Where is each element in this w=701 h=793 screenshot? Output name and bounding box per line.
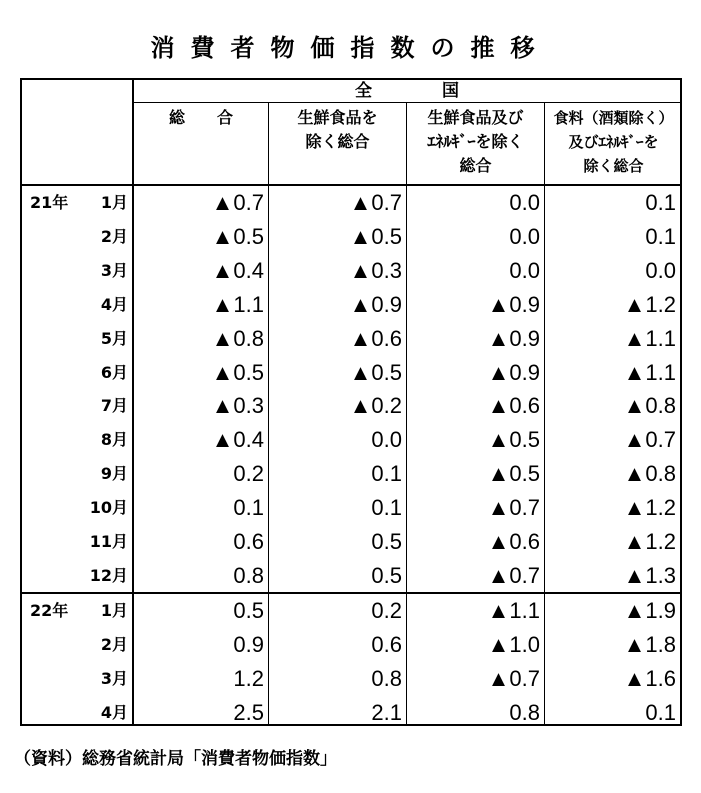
value-core-core: ▲0.7 <box>487 495 540 521</box>
source-note: （資料）総務省統計局「消費者物価指数」 <box>14 749 337 769</box>
month-label: 3月 <box>100 668 128 688</box>
month-label: 11月 <box>89 532 128 551</box>
table-row <box>22 491 680 524</box>
value-us-core: 0.1 <box>645 190 676 215</box>
value-core-core: ▲0.5 <box>487 427 540 453</box>
value-core: 0.5 <box>371 529 402 554</box>
column-header-line: 生鮮食品を <box>297 108 378 127</box>
month-label: 4月 <box>100 702 128 722</box>
value-overall: ▲0.5 <box>211 359 264 385</box>
value-core-core: ▲0.7 <box>487 665 540 691</box>
value-core-core: ▲0.7 <box>487 562 540 588</box>
month-label: 6月 <box>100 362 128 382</box>
value-core: 0.8 <box>371 665 402 691</box>
month-label: 9月 <box>100 464 128 484</box>
value-core: 2.1 <box>371 699 402 725</box>
value-overall: ▲0.8 <box>211 325 264 351</box>
value-core: 0.2 <box>371 598 402 623</box>
column-header-us-core <box>545 106 682 178</box>
column-header-core <box>269 106 406 154</box>
table-row <box>22 254 680 287</box>
column-header-line: 除く総合 <box>583 157 644 175</box>
value-core: 0.6 <box>371 631 402 657</box>
value-us-core: ▲1.2 <box>623 529 676 554</box>
month-label: 2月 <box>100 634 128 654</box>
column-header-line: ｴﾈﾙｷﾞｰを除く <box>427 132 524 151</box>
column-header-line: 総合 <box>459 156 492 175</box>
value-overall: ▲0.4 <box>211 257 264 283</box>
value-overall: ▲1.1 <box>211 291 264 317</box>
column-header-overall <box>134 106 268 130</box>
table-row <box>22 696 680 729</box>
value-core: ▲0.5 <box>349 223 402 249</box>
value-core-core: 0.0 <box>509 223 540 249</box>
value-us-core: ▲1.2 <box>623 495 676 521</box>
value-us-core: ▲1.2 <box>623 291 676 317</box>
cpi-table <box>20 78 682 726</box>
value-core-core: ▲0.6 <box>487 529 540 554</box>
page-title: 消費者物価指数の推移 <box>150 34 551 62</box>
value-core-core: 0.0 <box>509 190 540 215</box>
table-row <box>22 288 680 321</box>
value-overall: 0.6 <box>233 529 264 554</box>
month-label: 2月 <box>100 226 128 246</box>
value-core: 0.0 <box>371 427 402 453</box>
value-overall: 0.5 <box>233 598 264 623</box>
value-overall: ▲0.4 <box>211 427 264 453</box>
value-us-core: ▲1.1 <box>623 325 676 351</box>
table-row <box>22 423 680 456</box>
value-overall: 2.5 <box>233 699 264 725</box>
column-header-line: 及びｴﾈﾙｷﾞｰを <box>568 133 659 151</box>
value-core-core: ▲0.6 <box>487 393 540 419</box>
month-label: 7月 <box>100 396 128 416</box>
value-overall: 0.1 <box>233 495 264 521</box>
month-label: 10月 <box>89 498 128 518</box>
value-overall: 1.2 <box>233 665 264 691</box>
value-core: 0.1 <box>371 461 402 487</box>
value-us-core: ▲1.8 <box>623 631 676 657</box>
month-label: 3月 <box>100 260 128 280</box>
month-label: 4月 <box>100 294 128 314</box>
nation-underline <box>132 102 682 103</box>
value-us-core: ▲0.8 <box>623 461 676 487</box>
value-us-core: ▲0.7 <box>623 427 676 453</box>
table-row <box>22 389 680 422</box>
value-us-core: ▲1.9 <box>623 598 676 623</box>
value-overall: 0.2 <box>233 461 264 487</box>
value-core-core: 0.0 <box>509 257 540 283</box>
column-header-core-core <box>407 106 544 178</box>
value-core: ▲0.9 <box>349 291 402 317</box>
value-overall: ▲0.3 <box>211 393 264 419</box>
month-label: 8月 <box>100 430 128 450</box>
value-core-core: ▲0.9 <box>487 291 540 317</box>
value-core: 0.1 <box>371 495 402 521</box>
column-header-line: 生鮮食品及び <box>427 108 524 127</box>
value-us-core: 0.1 <box>645 223 676 249</box>
table-row <box>22 662 680 695</box>
value-core: ▲0.7 <box>349 190 402 215</box>
value-core: ▲0.3 <box>349 257 402 283</box>
nation-header: 全国 <box>355 81 529 101</box>
column-header-line: 総 合 <box>168 108 233 127</box>
month-label: 12月 <box>89 565 128 585</box>
table-row <box>22 186 680 219</box>
column-header-line: 食料（酒類除く） <box>553 109 674 127</box>
table-row <box>22 628 680 661</box>
value-core: ▲0.2 <box>349 393 402 419</box>
table-row <box>22 594 680 627</box>
table-row <box>22 525 680 558</box>
value-core-core: ▲0.5 <box>487 461 540 487</box>
table-row <box>22 220 680 253</box>
value-us-core: ▲1.6 <box>623 665 676 691</box>
value-us-core: ▲1.3 <box>623 562 676 588</box>
table-row <box>22 356 680 389</box>
value-core-core: ▲1.0 <box>487 631 540 657</box>
value-us-core: 0.1 <box>645 699 676 725</box>
value-core: 0.5 <box>371 562 402 588</box>
value-overall: ▲0.5 <box>211 223 264 249</box>
value-core-core: 0.8 <box>509 699 540 725</box>
value-overall: 0.8 <box>233 562 264 588</box>
value-core: ▲0.6 <box>349 325 402 351</box>
value-overall: 0.9 <box>233 631 264 657</box>
value-core-core: ▲0.9 <box>487 359 540 385</box>
table-row <box>22 322 680 355</box>
month-label: 5月 <box>100 328 128 348</box>
value-core-core: ▲1.1 <box>487 598 540 623</box>
value-us-core: ▲1.1 <box>623 359 676 385</box>
month-label: 1月 <box>100 601 128 620</box>
year-label: 21年 <box>30 193 69 212</box>
value-us-core: ▲0.8 <box>623 393 676 419</box>
month-label: 1月 <box>100 193 128 212</box>
table-row <box>22 457 680 490</box>
value-core-core: ▲0.9 <box>487 325 540 351</box>
table-row <box>22 559 680 592</box>
value-core: ▲0.5 <box>349 359 402 385</box>
column-header-line: 除く総合 <box>305 132 370 151</box>
value-us-core: 0.0 <box>645 257 676 283</box>
value-overall: ▲0.7 <box>211 190 264 215</box>
year-label: 22年 <box>30 601 69 620</box>
